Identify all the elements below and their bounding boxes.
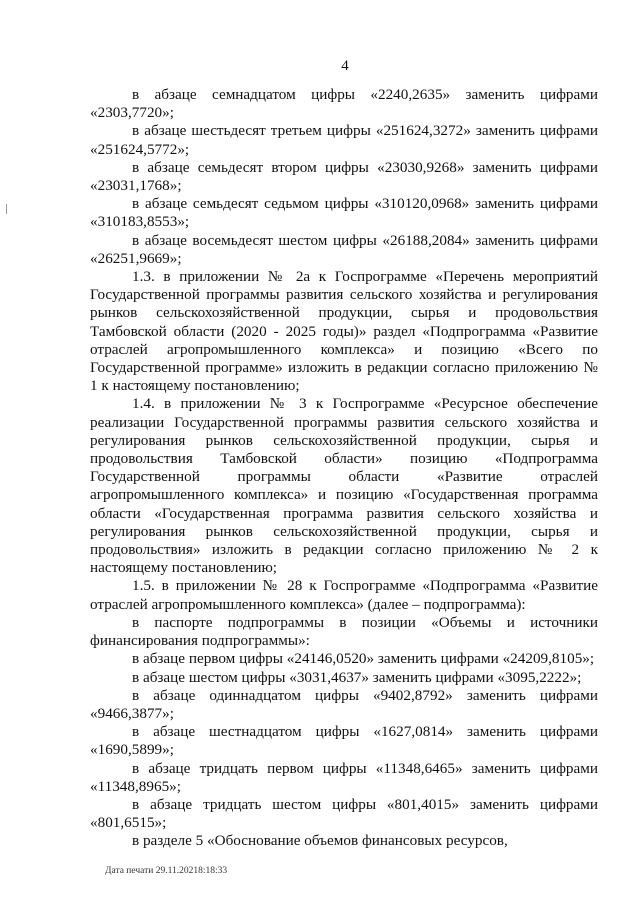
paragraph-13: в абзаце шестнадцатом цифры «1627,0814» заменить цифрами «1690,5899»; bbox=[90, 723, 598, 759]
print-date-footer: Дата печати 29.11.20218:18:33 bbox=[105, 866, 228, 876]
paragraph-15: в абзаце тридцать шестом цифры «801,4015» заменить цифрами «801,6515»; bbox=[90, 795, 598, 832]
paragraph-3: в абзаце семьдесят втором цифры «23030,9268» заменить цифрами «23031,1768»; bbox=[90, 158, 598, 195]
document-body bbox=[90, 86, 598, 851]
paragraph-11: в абзаце шестом цифры «3031,4637» заменить цифрами «3095,2222»; bbox=[132, 668, 582, 686]
paragraph-2: в абзаце шестьдесят третьем цифры «251624,3272» заменить цифрами «251624,5772»; bbox=[90, 122, 598, 158]
paragraph-8: 1.5. в приложении № 28 к Госпрограмме «Подпрограмма «Развитие отраслей агропромышленного комплекса» (далее – подпрограмма): bbox=[90, 577, 598, 613]
paragraph-12: в абзаце одиннадцатом цифры «9402,8792» заменить цифрами «9466,3877»; bbox=[90, 686, 598, 722]
paragraph-10: в абзаце первом цифры «24146,0520» заменить цифрами «24209,8105»; bbox=[132, 650, 595, 668]
paragraph-4: в абзаце семьдесят седьмом цифры «310120,0968» заменить цифрами «310183,8553»; bbox=[90, 195, 598, 231]
page-number: 4 bbox=[341, 58, 349, 74]
paragraph-6: 1.3. в приложении № 2а к Госпрограмме «Перечень мероприятий Государственной программы развития сельского хозяйства и регулирования рынков сельскохозяйственной продукции, сырья и продовольствия Тамбовской области (2020 - 2025 годы)» раздел «Подпрограмма «Развитие отраслей агропромышленного комплекса» и позицию «Всего по Государственной программе» изложить в редакции согласно приложению № 1 к настоящему постановлению; bbox=[90, 268, 598, 395]
scan-margin-mark bbox=[6, 204, 7, 214]
paragraph-5: в абзаце восемьдесят шестом цифры «26188,2084» заменить цифрами «26251,9669»; bbox=[90, 231, 598, 267]
paragraph-9: в паспорте подпрограммы в позиции «Объемы и источники финансирования подпрограммы»: bbox=[90, 613, 598, 650]
paragraph-16: в разделе 5 «Обоснование объемов финансовых ресурсов, bbox=[132, 832, 508, 850]
paragraph-7: 1.4. в приложении № 3 к Госпрограмме «Ресурсное обеспечение реализации Государственной программы развития сельского хозяйства и регулирования рынков сельскохозяйственной продукции, сырья и продовольствия Тамбовской области» позицию «Подпрограмма Государственной программы области «Развитие отраслей агропромышленного комплекса» и позицию «Государственная программа области «Государственная программа развития сельского хозяйства и регулирования рынков сельскохозяйственной продукции, сырья и продовольствия» изложить в редакции согласно приложению № 2 к настоящему постановлению; bbox=[90, 395, 598, 577]
paragraph-1: в абзаце семнадцатом цифры «2240,2635» заменить цифрами «2303,7720»; bbox=[90, 86, 598, 122]
paragraph-14: в абзаце тридцать первом цифры «11348,6465» заменить цифрами «11348,8965»; bbox=[90, 759, 598, 795]
